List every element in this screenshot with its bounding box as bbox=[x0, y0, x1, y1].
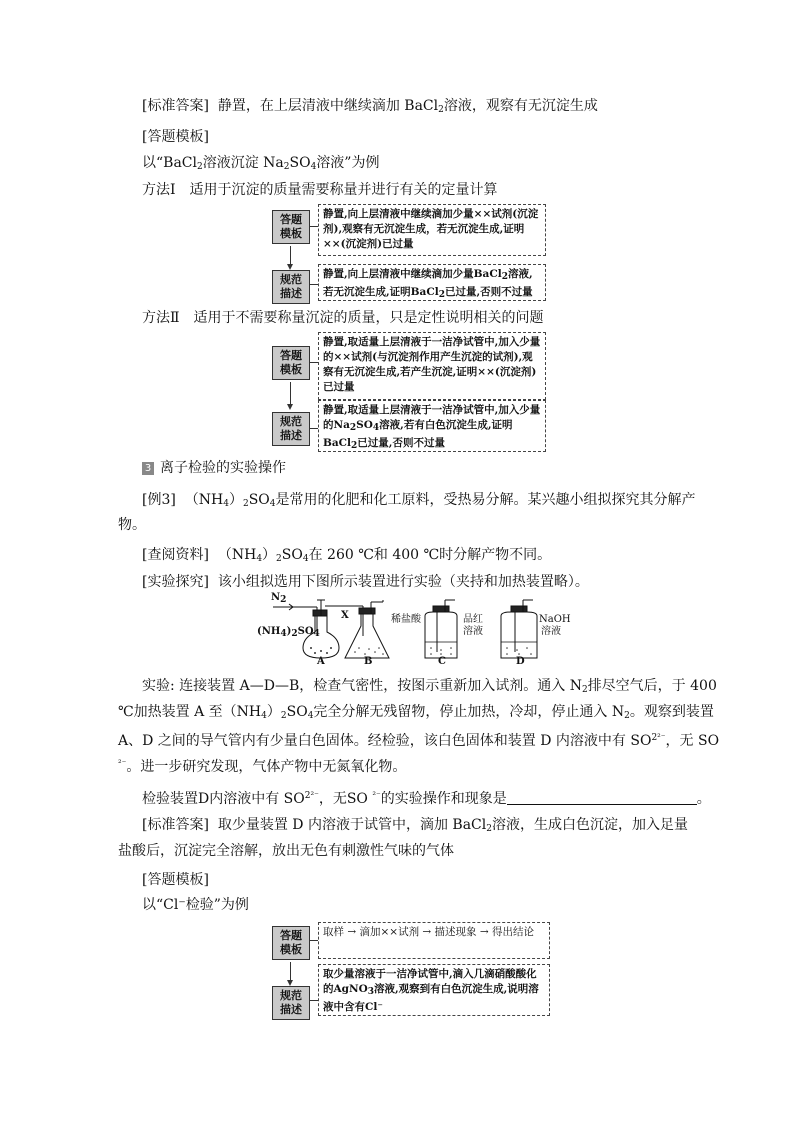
flow-arrow-line bbox=[290, 382, 291, 406]
connector bbox=[310, 284, 318, 285]
d-reagent-label-2: 溶液 bbox=[541, 626, 561, 637]
connector bbox=[310, 428, 318, 429]
section-3-heading: 3 离子检验的实验操作 bbox=[142, 458, 286, 478]
template-intro-2: 以“Cl⁻检验”为例 bbox=[142, 897, 249, 913]
c-reagent-label-1: 品红 bbox=[463, 614, 483, 625]
method-1-template-box: 静置,向上层清液中继续滴加少量××试剂(沉淀剂),观察有无沉淀生成，若无沉淀生成,证明××(沉淀剂)已过量 bbox=[318, 204, 546, 256]
method-1-describe-label: 规范描述 bbox=[272, 270, 310, 304]
standard-answer-2-line-1: [标准答案] 取少量装置 D 内溶液于试管中，滴加 BaCl$_2$溶液，生成白色沉淀，加入足量 bbox=[142, 817, 688, 834]
letter-b: B bbox=[364, 656, 373, 667]
method-2-template-box: 静置,取适量上层清液于一洁净试管中,加入少量的××试剂(与沉淀剂作用产生沉淀的试剂),观察有无沉淀生成,若产生沉淀,证明××(沉淀剂)已过量 bbox=[318, 332, 546, 400]
example-3-line-2: 物。 bbox=[118, 517, 146, 533]
method-1-title: 方法Ⅰ 适用于沉淀的质量需要称量并进行有关的定量计算 bbox=[142, 182, 498, 198]
template-heading-2: [答题模板] bbox=[142, 872, 209, 888]
connector bbox=[310, 1000, 318, 1001]
method-1-describe-box: 静置,向上层清液中继续滴加少量BaCl2溶液,若无沉淀生成,证明BaCl2已过量,否则不过量 bbox=[318, 264, 546, 301]
template-heading-1: [答题模板] bbox=[142, 129, 209, 145]
reagent-a-label: (NH4)2SO4 bbox=[257, 626, 320, 639]
method-2-describe-box: 静置,取适量上层清液于一洁净试管中,加入少量的Na2SO4溶液,若有白色沉淀生成,证明BaCl2已过量,否则不过量 bbox=[318, 400, 546, 452]
section-number-icon: 3 bbox=[142, 462, 154, 475]
c-reagent-label-2: 溶液 bbox=[463, 626, 483, 637]
connector bbox=[310, 362, 318, 363]
flow-arrow-line bbox=[290, 962, 291, 982]
method-1-template-label: 答题模板 bbox=[272, 210, 310, 244]
connector bbox=[310, 940, 318, 941]
cl-describe-label: 规范描述 bbox=[272, 986, 310, 1020]
example-3-line-1: [例3] $(NH_4)_2SO_4$是常用的化肥和化工原料，受热易分解。某兴趣小组拟探究其分解产 bbox=[142, 492, 696, 509]
cl-template-label: 答题模板 bbox=[272, 926, 310, 960]
n2-label: N2 bbox=[271, 592, 287, 605]
answer-blank[interactable] bbox=[507, 790, 697, 805]
standard-answer-2-line-2: 盐酸后，沉淀完全溶解，放出无色有刺激性气味的气体 bbox=[118, 843, 454, 859]
cl-describe-box: 取少量溶液于一洁净试管中,滴入几滴硝酸酸化的AgNO3溶液,观察到有白色沉淀生成,说明溶液中含有Cl⁻ bbox=[318, 964, 550, 1016]
cl-template-box: 取样 → 滴加××试剂 → 描述现象 → 得出结论 bbox=[318, 922, 550, 959]
experiment-line-2: ℃加热装置 A 至$(NH_4)_2SO_4$完全分解无残留物，停止加热，冷却，停止通入 $N_2$。观察到装置 bbox=[118, 704, 714, 721]
experiment-line-1: 实验: 连接装置 A—D—B，检查气密性，按图示重新加入试剂。通入 $N_2$排尽空气后，于 400 bbox=[142, 678, 717, 695]
letter-d: D bbox=[516, 656, 525, 667]
method-2-title: 方法Ⅱ 适用于不需要称量沉淀的质量，只是定性说明相关的问题 bbox=[142, 310, 544, 326]
letter-a: A bbox=[317, 656, 325, 667]
standard-answer-1: [标准答案] 静置，在上层清液中继续滴加 BaCl$_2$溶液，观察有无沉淀生成 bbox=[142, 98, 598, 115]
letter-c: C bbox=[438, 656, 446, 667]
method-2-describe-label: 规范描述 bbox=[272, 412, 310, 446]
flow-arrow-line bbox=[290, 246, 291, 266]
connector bbox=[310, 226, 318, 227]
x-label: X bbox=[341, 610, 349, 621]
experiment-line-4: $^{^{2-}}$。进一步研究发现，气体产物中无氮氧化物。 bbox=[118, 759, 407, 775]
explore-line: [实验探究] 该小组拟选用下图所示装置进行实验（夹持和加热装置略）。 bbox=[142, 574, 589, 590]
b-reagent-label: 稀盐酸 bbox=[391, 614, 421, 625]
method-2-template-label: 答题模板 bbox=[272, 346, 310, 380]
example-intro-1: 以“BaCl$_2$溶液沉淀 $Na_2SO_4$溶液”为例 bbox=[142, 155, 380, 172]
question-line: 检验装置D内溶液中有 $SO^{2^{2-}}$，无SO $^{^{2-}}$的实验操作和现象是 。 bbox=[142, 791, 711, 807]
experiment-line-3: A、D 之间的导气管内有少量白色固体。经检验，该白色固体和装置 D 内溶液中有 $SO^{2^{2-}}$，无 SO bbox=[118, 733, 720, 749]
flow-arrow-head bbox=[287, 404, 293, 410]
apparatus-figure bbox=[255, 592, 575, 668]
d-reagent-label-1: NaOH bbox=[539, 614, 571, 625]
lookup-line: [查阅资料] $(NH_4)_2SO_4$在 260 ℃和 400 ℃时分解产物不同。 bbox=[142, 547, 552, 564]
